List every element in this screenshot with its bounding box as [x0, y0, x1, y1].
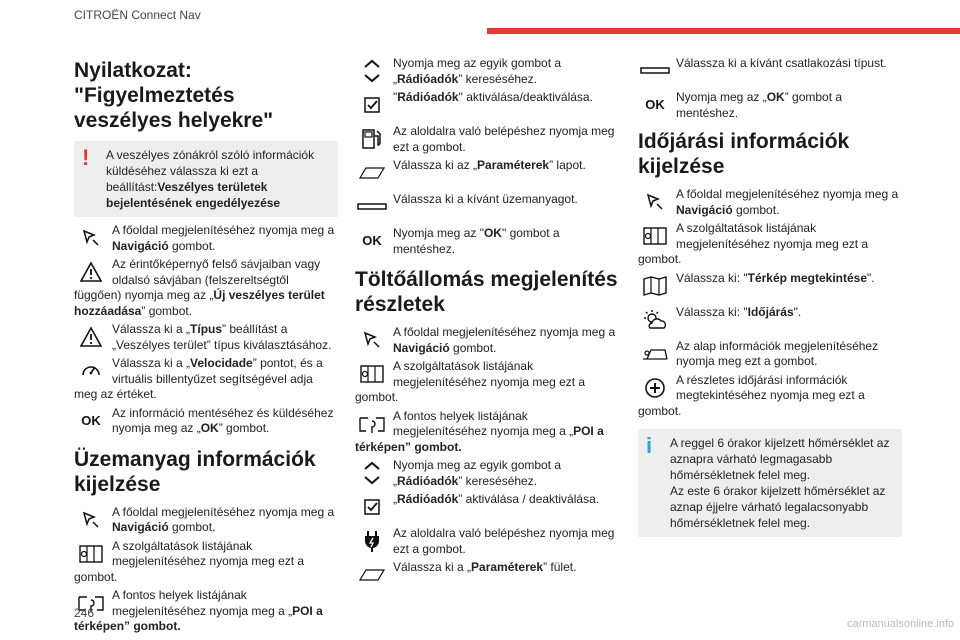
- fuel-pump-icon: [355, 124, 389, 154]
- step-parameters-tab: Válassza ki a „Paraméterek” fület.: [355, 560, 619, 591]
- parameters-icon: [355, 560, 389, 590]
- step-parameters-tab: Válassza ki az „Paraméterek” lapot.: [355, 158, 619, 189]
- speedometer-icon: [74, 356, 108, 386]
- column-2: [355, 56, 619, 594]
- step-map-view: Válassza ki: "Térkép megtekintése".: [638, 271, 902, 302]
- step-save-send: OK Az információ mentéséhez és küldéséhez nyomja meg az „OK” gombot.: [74, 406, 338, 437]
- step-open-navigation: A főoldal megjelenítéséhez nyomja meg a Navigáció gombot.: [74, 223, 338, 254]
- warning-triangle-icon: [74, 257, 108, 287]
- ok-icon: OK: [81, 412, 101, 428]
- plus-circle-icon: [638, 373, 672, 403]
- selection-bar-icon: [638, 56, 672, 86]
- info-text-morning: A reggel 6 órakor kijelzett hőmérséklet az aznapra várható legmagasabb hőmérsékletnek felel meg.: [670, 436, 890, 482]
- section-title-danger-zone: Nyilatkozat: "Figyelmeztetés veszélyes helyekre": [74, 59, 274, 132]
- info-box: [638, 429, 902, 537]
- step-save: OK Nyomja meg az „OK” gombot a mentéshez.: [638, 90, 902, 121]
- poi-on-map-icon: [355, 409, 389, 439]
- step-select-type: Válassza ki a „Típus” beállítást a „Veszélyes terület” típus kiválasztásához.: [74, 322, 338, 353]
- step-detailed-info: A részletes időjárási információk megtekintéséhez nyomja meg ezt a gombot.: [638, 372, 865, 418]
- step-services-list: A szolgáltatások listájának megjelenítéséhez nyomja meg ezt a gombot.: [74, 538, 305, 584]
- weather-icon: [638, 305, 672, 335]
- column-3: [638, 56, 902, 543]
- warning-box: [74, 141, 338, 217]
- services-list-icon: [638, 221, 672, 251]
- checkbox-icon: [355, 492, 389, 522]
- column-1: [74, 48, 338, 638]
- page-number: 246: [74, 606, 95, 620]
- navigation-icon: [74, 505, 108, 535]
- navigation-icon: [355, 325, 389, 355]
- section-title-charging-station: Töltőállomás megjelenítés részletek: [355, 268, 618, 316]
- step-poi-on-map: A fontos helyek listájának megjelenítéséhez nyomja meg a „POI a térképen” gombot.: [74, 588, 323, 633]
- header-accent-bar: [487, 28, 960, 34]
- step-toggle-stations: "Rádióadók" aktiválása/deaktiválása.: [355, 90, 619, 121]
- step-toggle-stations: „Rádióadók” aktiválása / deaktiválása.: [355, 492, 619, 523]
- services-list-icon: [355, 359, 389, 389]
- step-save: OK Nyomja meg az "OK" gombot a mentéshez.: [355, 226, 619, 257]
- step-poi-on-map: A fontos helyek listájának megjelenítéséhez nyomja meg a „POI a térképen” gombot.: [355, 408, 604, 454]
- step-add-danger-zone: Az érintőképernyő felső sávjaiban vagy oldalsó sávjában (felszereltségtől függően) nyomja meg az „Új veszélyes terület hozzáadása” gombot.: [74, 257, 325, 318]
- step-enter-speed: Válassza ki a „Velocidade” pontot, és a virtuális billentyűzet segítségével adja meg az értéket.: [74, 356, 323, 401]
- up-down-arrows-icon: [355, 458, 389, 488]
- section-title-fuel-info: Üzemanyag információk kijelzése: [74, 447, 316, 496]
- step-select-fuel: Válassza ki a kívánt üzemanyagot.: [355, 192, 619, 223]
- info-text-evening: Az este 6 órakor kijelzett hőmérséklet az aznap éjjelre várható legalacsonyabb hőmérsékletnek felel meg.: [670, 484, 886, 530]
- selection-bar-icon: [355, 192, 389, 222]
- map-icon: [638, 271, 672, 301]
- warning-text: A veszélyes zónákról szóló információk küldéséhez válassza ki ezt a beállítást:Veszélyes területek bejelentésének engedélyezése: [106, 148, 315, 210]
- parameters-icon: [355, 158, 389, 188]
- info-icon: i: [646, 433, 653, 458]
- step-weather: Válassza ki: "Időjárás".: [638, 305, 902, 336]
- up-down-arrows-icon: [355, 56, 389, 86]
- step-open-subpage: Az aloldalra való belépéshez nyomja meg ezt a gombot.: [355, 124, 619, 155]
- step-search-stations: Nyomja meg az egyik gombot a „Rádióadók” kereséséhez.: [355, 458, 619, 489]
- step-basic-info: Az alap információk megjelenítéséhez nyomja meg ezt a gombot.: [638, 339, 902, 370]
- basic-info-icon: [638, 339, 672, 369]
- checkbox-icon: [355, 90, 389, 120]
- step-select-connector: Válassza ki a kívánt csatlakozási típust.: [638, 56, 902, 87]
- running-header: CITROËN Connect Nav: [74, 8, 201, 22]
- ok-icon: OK: [645, 97, 665, 113]
- ok-icon: OK: [362, 233, 382, 249]
- warning-triangle-icon: [74, 322, 108, 352]
- step-services-list: A szolgáltatások listájának megjelenítéséhez nyomja meg ezt a gombot.: [638, 221, 869, 266]
- navigation-icon: [638, 187, 672, 217]
- services-list-icon: [74, 539, 108, 569]
- charging-plug-icon: [355, 526, 389, 556]
- watermark: carmanualsonline.info: [846, 618, 954, 630]
- step-open-subpage: Az aloldalra való belépéshez nyomja meg ezt a gombot.: [355, 526, 619, 557]
- step-open-navigation: A főoldal megjelenítéséhez nyomja meg a Navigáció gombot.: [74, 505, 338, 536]
- navigation-icon: [74, 223, 108, 253]
- step-open-navigation: A főoldal megjelenítéséhez nyomja meg a Navigáció gombot.: [355, 325, 619, 356]
- step-services-list: A szolgáltatások listájának megjelenítéséhez nyomja meg ezt a gombot.: [355, 359, 586, 404]
- step-search-stations: Nyomja meg az egyik gombot a „Rádióadók” kereséséhez.: [355, 56, 619, 87]
- exclamation-icon: !: [82, 145, 90, 170]
- step-open-navigation: A főoldal megjelenítéséhez nyomja meg a Navigáció gombot.: [638, 187, 902, 218]
- section-title-weather: Időjárási információk kijelzése: [638, 130, 850, 178]
